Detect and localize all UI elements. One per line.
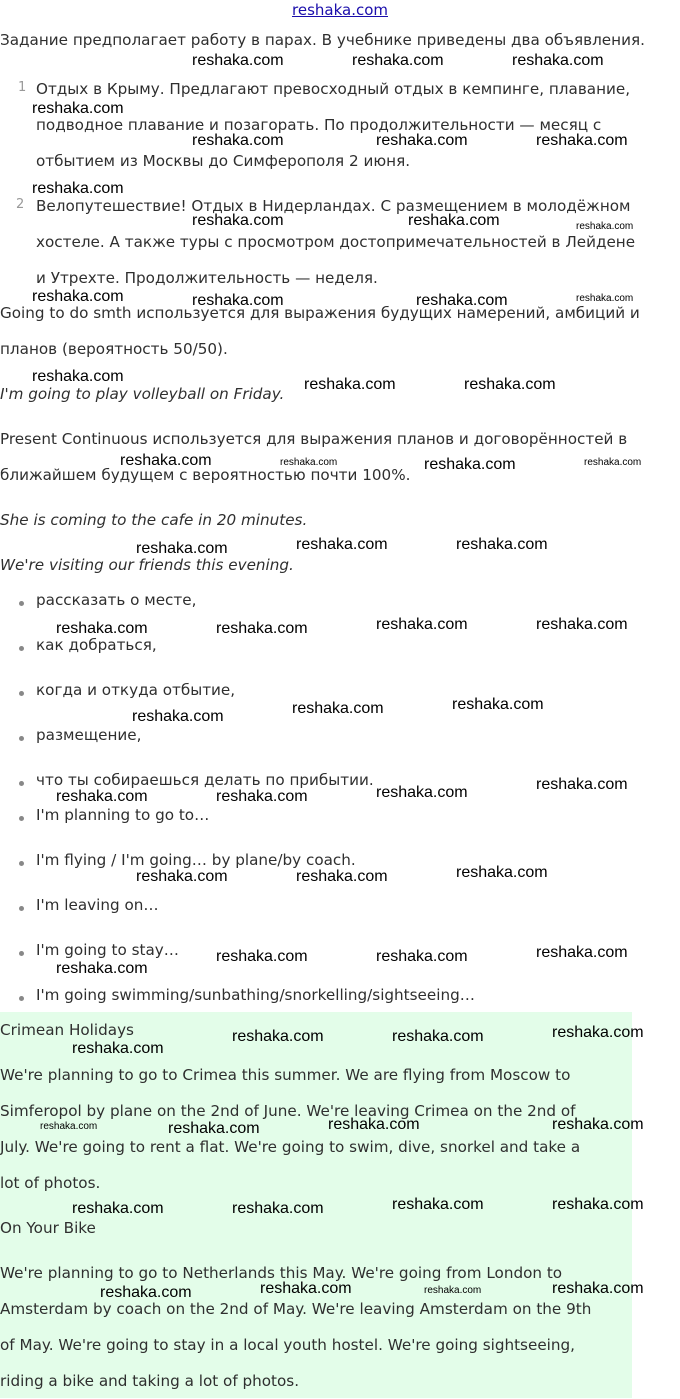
answer-2-line-1: We're planning to go to Netherlands this May. We're going from London to — [0, 1264, 563, 1282]
list-number: 2 — [16, 197, 25, 212]
list-item: что ты собираешься делать по прибытии. — [36, 771, 374, 789]
ad-1-line-1: Отдых в Крыму. Предлагают превосходный отдых в кемпинге, плавание, — [36, 80, 631, 98]
watermark: reshaka.com — [376, 616, 468, 633]
watermark: reshaka.com — [32, 368, 124, 385]
going-to-line-1: Going to do smth используется для выражения будущих намерений, амбиций и — [0, 304, 640, 322]
watermark: reshaka.com — [452, 696, 544, 713]
watermark: reshaka.com — [32, 180, 124, 197]
bullet-dot — [19, 816, 24, 821]
answer-1-line-2: Simferopol by plane on the 2nd of June. We're leaving Crimea on the 2nd of — [0, 1102, 576, 1120]
watermark: reshaka.com — [408, 212, 500, 229]
watermark: reshaka.com — [192, 292, 284, 309]
watermark: reshaka.com — [576, 293, 634, 304]
bullet-dot — [19, 906, 24, 911]
watermark: reshaka.com — [132, 708, 224, 725]
watermark: reshaka.com — [296, 868, 388, 885]
intro-text: Задание предполагает работу в парах. В учебнике приведены два объявления. — [0, 31, 645, 49]
bullet-dot — [19, 646, 24, 651]
watermark: reshaka.com — [56, 620, 148, 637]
watermark: reshaka.com — [304, 376, 396, 393]
watermark: reshaka.com — [292, 700, 384, 717]
watermark: reshaka.com — [576, 221, 634, 232]
going-to-line-2: планов (вероятность 50/50). — [0, 340, 228, 358]
watermark: reshaka.com — [424, 1285, 482, 1296]
ad-1-line-2: подводное плавание и позагорать. По продолжительности — месяц с — [36, 116, 602, 134]
watermark: reshaka.com — [216, 620, 308, 637]
watermark: reshaka.com — [392, 1196, 484, 1213]
watermark: reshaka.com — [56, 788, 148, 805]
bullet-dot — [19, 736, 24, 741]
watermark: reshaka.com — [376, 132, 468, 149]
watermark: reshaka.com — [56, 960, 148, 977]
present-continuous-line-1: Present Continuous используется для выражения планов и договорённостей в — [0, 430, 628, 448]
list-item: когда и откуда отбытие, — [36, 681, 236, 699]
watermark: reshaka.com — [120, 452, 212, 469]
watermark: reshaka.com — [424, 456, 516, 473]
watermark: reshaka.com — [32, 288, 124, 305]
present-continuous-line-2: ближайшем будущем с вероятностью почти 100%. — [0, 466, 411, 484]
watermark: reshaka.com — [552, 1196, 644, 1213]
watermark: reshaka.com — [392, 1028, 484, 1045]
watermark: reshaka.com — [552, 1116, 644, 1133]
watermark: reshaka.com — [552, 1024, 644, 1041]
watermark: reshaka.com — [376, 784, 468, 801]
bullet-dot — [19, 691, 24, 696]
watermark: reshaka.com — [456, 536, 548, 553]
answer-1-title: Crimean Holidays — [0, 1021, 134, 1039]
watermark: reshaka.com — [512, 52, 604, 69]
watermark: reshaka.com — [168, 1120, 260, 1137]
watermark: reshaka.com — [536, 132, 628, 149]
watermark: reshaka.com — [32, 100, 124, 117]
watermark: reshaka.com — [192, 212, 284, 229]
watermark: reshaka.com — [464, 376, 556, 393]
watermark: reshaka.com — [72, 1200, 164, 1217]
watermark: reshaka.com — [216, 948, 308, 965]
answer-1-line-4: lot of photos. — [0, 1174, 101, 1192]
watermark: reshaka.com — [328, 1116, 420, 1133]
watermark: reshaka.com — [260, 1280, 352, 1297]
watermark: reshaka.com — [192, 52, 284, 69]
ad-2-line-2: хостеле. А также туры с просмотром достопримечательностей в Лейдене — [36, 233, 636, 251]
watermark: reshaka.com — [552, 1280, 644, 1297]
list-item: размещение, — [36, 726, 142, 744]
answer-2-line-3: of May. We're going to stay in a local youth hostel. We're going sightseeing, — [0, 1336, 575, 1354]
watermark: reshaka.com — [536, 944, 628, 961]
list-item: I'm going swimming/sunbathing/snorkelling/sightseeing… — [36, 986, 475, 1004]
site-link[interactable]: reshaka.com — [292, 1, 388, 19]
watermark: reshaka.com — [296, 536, 388, 553]
going-to-example: I'm going to play volleyball on Friday. — [0, 385, 285, 403]
watermark: reshaka.com — [232, 1200, 324, 1217]
list-item: рассказать о месте, — [36, 591, 197, 609]
list-item: как добраться, — [36, 636, 157, 654]
answer-1-line-3: July. We're going to rent a flat. We're going to swim, dive, snorkel and take a — [0, 1138, 581, 1156]
watermark: reshaka.com — [416, 292, 508, 309]
present-continuous-example-2: We're visiting our friends this evening. — [0, 556, 294, 574]
watermark: reshaka.com — [536, 616, 628, 633]
bullet-dot — [19, 781, 24, 786]
list-item: I'm planning to go to… — [36, 806, 210, 824]
answer-2-line-4: riding a bike and taking a lot of photos. — [0, 1372, 300, 1390]
watermark: reshaka.com — [72, 1040, 164, 1057]
list-item: I'm leaving on… — [36, 896, 159, 914]
bullet-dot — [19, 601, 24, 606]
answer-1-line-1: We're planning to go to Crimea this summer. We are flying from Moscow to — [0, 1066, 571, 1084]
watermark: reshaka.com — [136, 540, 228, 557]
watermark: reshaka.com — [536, 776, 628, 793]
list-item: I'm going to stay… — [36, 941, 179, 959]
ad-2-line-1: Велопутешествие! Отдых в Нидерландах. С размещением в молодёжном — [36, 197, 631, 215]
bullet-dot — [19, 951, 24, 956]
watermark: reshaka.com — [192, 132, 284, 149]
answer-2-title: On Your Bike — [0, 1219, 96, 1237]
watermark: reshaka.com — [376, 948, 468, 965]
watermark: reshaka.com — [280, 457, 338, 468]
watermark: reshaka.com — [216, 788, 308, 805]
watermark: reshaka.com — [136, 868, 228, 885]
watermark: reshaka.com — [584, 457, 642, 468]
list-item: I'm flying / I'm going… by plane/by coach. — [36, 851, 356, 869]
list-number: 1 — [18, 80, 27, 95]
ad-1-line-3: отбытием из Москвы до Симферополя 2 июня. — [36, 152, 411, 170]
ad-2-line-3: и Утрехте. Продолжительность — неделя. — [36, 269, 378, 287]
bullet-dot — [19, 861, 24, 866]
watermark: reshaka.com — [100, 1284, 192, 1301]
watermark: reshaka.com — [232, 1028, 324, 1045]
watermark: reshaka.com — [352, 52, 444, 69]
watermark: reshaka.com — [40, 1121, 98, 1132]
bullet-dot — [19, 996, 24, 1001]
answer-2-line-2: Amsterdam by coach on the 2nd of May. We're leaving Amsterdam on the 9th — [0, 1300, 592, 1318]
watermark: reshaka.com — [456, 864, 548, 881]
present-continuous-example-1: She is coming to the cafe in 20 minutes. — [0, 511, 308, 529]
